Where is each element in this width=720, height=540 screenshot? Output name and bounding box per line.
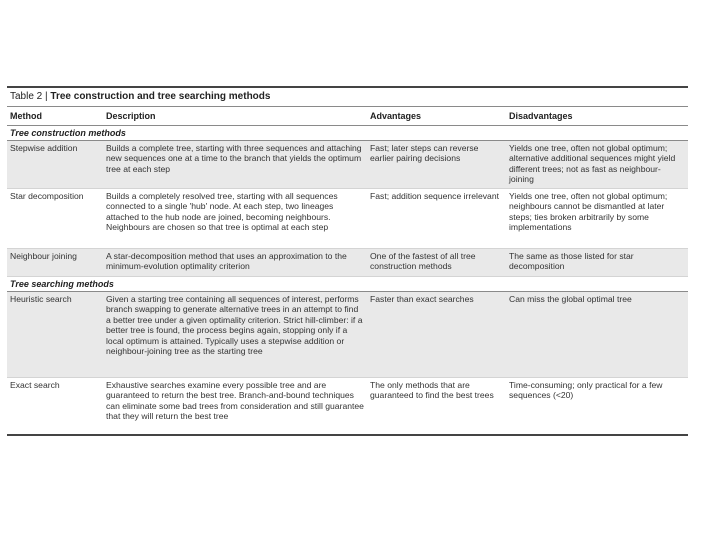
header-disadvantages: Disadvantages xyxy=(509,110,573,121)
advantages-cell: One of the fastest of all tree construction methods xyxy=(370,251,476,272)
method-cell: Exact search xyxy=(10,380,60,390)
caption-title: Tree construction and tree searching methods xyxy=(50,91,271,102)
header-method: Method xyxy=(10,110,42,121)
table-header-row xyxy=(7,107,688,126)
description-cell: Given a starting tree containing all sequences of interest, performs branch swapping to generate alternative trees in an attempt to find a better tree under a given optimality criterion. Strict hill-climber: if a better tree is found, the process begins again, stopping only if a local optimum is attained. Typically uses a stepwise addition or neighbour-joining tree as the starting tree xyxy=(106,294,363,357)
advantages-cell: Fast; later steps can reverse earlier pairing decisions xyxy=(370,143,479,164)
table-row xyxy=(7,249,688,277)
advantages-cell: The only methods that are guaranteed to find the best trees xyxy=(370,380,494,401)
disadvantages-cell: Yields one tree, often not global optimum; neighbours cannot be dismantled at later steps; ties broken arbitrarily by some implementations xyxy=(509,191,668,233)
method-cell: Heuristic search xyxy=(10,294,72,304)
section-title-searching: Tree searching methods xyxy=(7,277,688,292)
caption-label: Table 2 | xyxy=(10,91,48,102)
table-row xyxy=(7,189,688,249)
advantages-cell: Fast; addition sequence irrelevant xyxy=(370,191,499,201)
description-cell: Exhaustive searches examine every possible tree and are guaranteed to return the best tree. Branch-and-bound techniques can eliminate some bad trees from consideration and still guarantee that they will return the best tree xyxy=(106,380,364,422)
table-row xyxy=(7,292,688,378)
disadvantages-cell: Time-consuming; only practical for a few sequences (<20) xyxy=(509,380,663,401)
disadvantages-cell: Yields one tree, often not global optimum; alternative additional sequences might yield different trees; not as fast as neighbour-joining xyxy=(509,143,676,185)
table-caption xyxy=(7,86,688,107)
header-advantages: Advantages xyxy=(370,110,422,121)
description-cell: Builds a complete tree, starting with three sequences and attaching new sequences one at a time to the branch that yields the optimum tree at each step xyxy=(106,143,362,174)
method-cell: Neighbour joining xyxy=(10,251,77,261)
table-row xyxy=(7,378,688,436)
description-cell: A star-decomposition method that uses an approximation to the minimum-evolution optimality criterion xyxy=(106,251,347,272)
disadvantages-cell: Can miss the global optimal tree xyxy=(509,294,632,304)
method-cell: Star decomposition xyxy=(10,191,84,201)
description-cell: Builds a completely resolved tree, starting with all sequences connected to a single 'hub' node. At each step, two lineages attached to the hub node are joined, becoming neighbours. Neighbours are chosen so that tree is optimal at each step xyxy=(106,191,338,233)
disadvantages-cell: The same as those listed for star decomposition xyxy=(509,251,634,272)
header-description: Description xyxy=(106,110,156,121)
method-cell: Stepwise addition xyxy=(10,143,78,153)
methods-table xyxy=(7,86,688,436)
advantages-cell: Faster than exact searches xyxy=(370,294,474,304)
section-title-construction: Tree construction methods xyxy=(7,126,688,141)
table-row xyxy=(7,141,688,189)
